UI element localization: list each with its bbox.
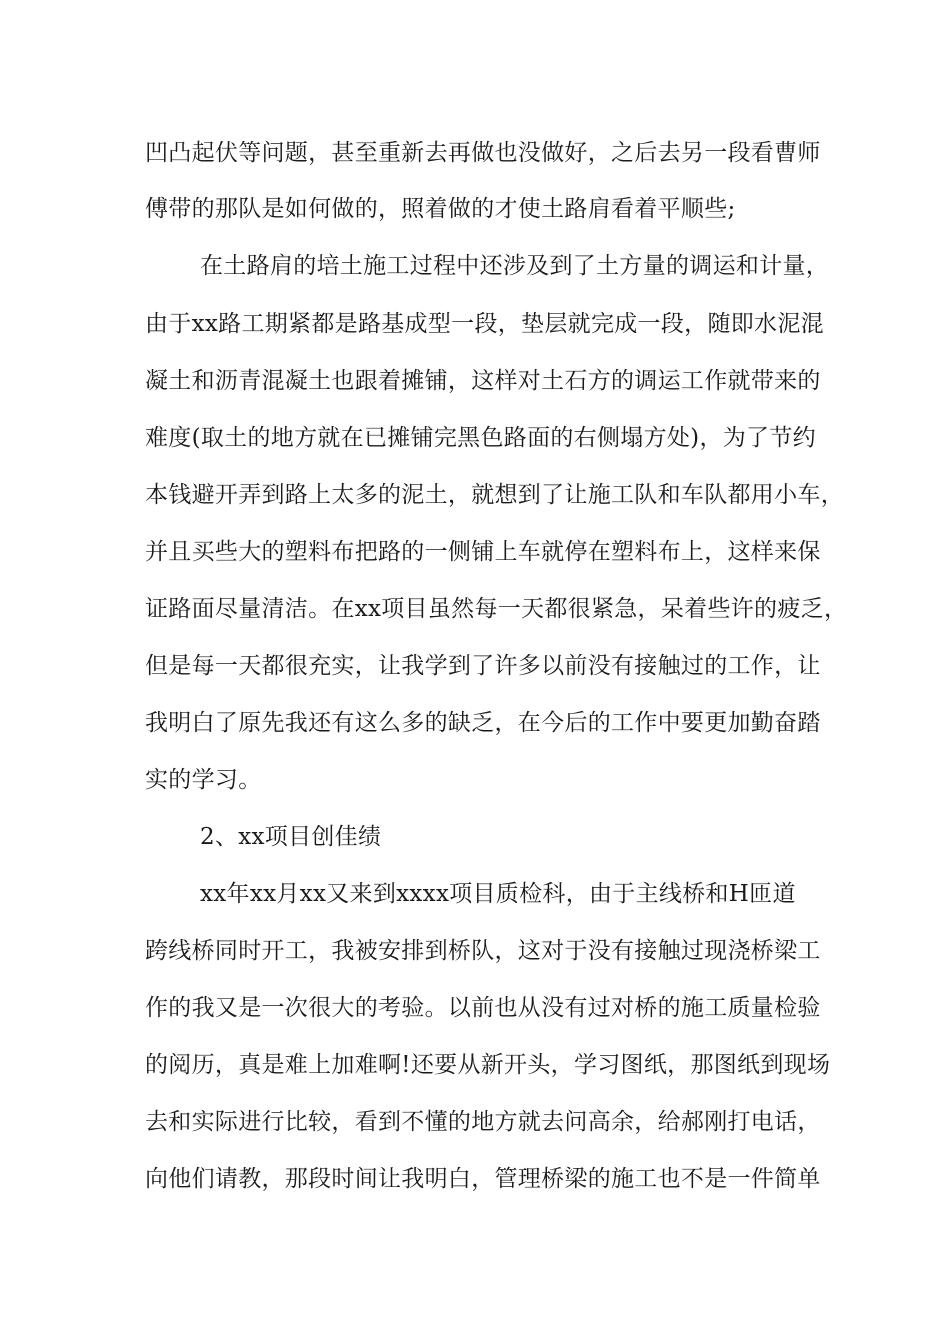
text-line: 跨线桥同时开工，我被安排到桥队，这对于没有接触过现浇桥梁工 (145, 938, 821, 964)
text-line: 并且买些大的塑料布把路的一侧铺上车就停在塑料布上，这样来保 (145, 539, 821, 565)
text-line: 难度(取土的地方就在已摊铺完黑色路面的右侧塌方处)，为了节约 (145, 425, 816, 451)
text-line: 凹凸起伏等问题，甚至重新去再做也没做好，之后去另一段看曹师 (145, 140, 821, 166)
text-line: 实的学习。 (145, 767, 262, 793)
text-line: 傅带的那队是如何做的，照着做的才使土路肩看着平顺些; (145, 196, 736, 222)
text-line: 本钱避开弄到路上太多的泥土，就想到了让施工队和车队都用小车， (145, 482, 844, 508)
text-line: 由于xx路工期紧都是路基成型一段，垫层就完成一段，随即水泥混 (145, 311, 824, 337)
text-line: 但是每一天都很充实，让我学到了许多以前没有接触过的工作，让 (145, 653, 821, 679)
text-line: 向他们请教，那段时间让我明白，管理桥梁的施工也不是一件简单 (145, 1166, 821, 1192)
text-line: 我明白了原先我还有这么多的缺乏，在今后的工作中要更加勤奋踏 (145, 710, 821, 736)
text-line: 作的我又是一次很大的考验。以前也从没有过对桥的施工质量检验 (145, 995, 821, 1021)
paragraph-start-line: 在土路肩的培土施工过程中还涉及到了土方量的调运和计量， (200, 253, 830, 279)
text-line: 的阅历，真是难上加难啊!还要从新开头，学习图纸，那图纸到现场 (145, 1052, 831, 1078)
section-heading: 2、xx项目创佳绩 (200, 824, 382, 850)
text-line: 凝土和沥青混凝土也跟着摊铺，这样对土石方的调运工作就带来的 (145, 368, 821, 394)
text-line: 去和实际进行比较，看到不懂的地方就去问高余，给郝刚打电话， (145, 1109, 821, 1135)
paragraph-start-line: xx年xx月xx又来到xxxx项目质检科，由于主线桥和H匝道 (200, 881, 796, 907)
text-line: 证路面尽量清洁。在xx项目虽然每一天都很紧急，呆着些许的疲乏， (145, 596, 848, 622)
